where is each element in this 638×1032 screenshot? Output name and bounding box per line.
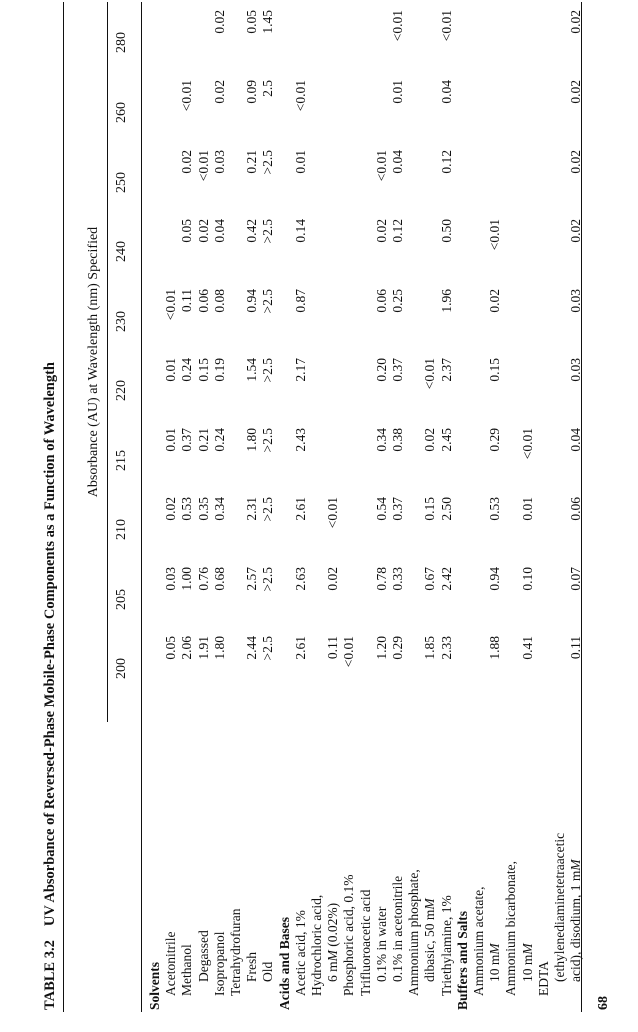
table-cell: <0.01	[163, 289, 179, 321]
row-label: 6 mM (0.02%)	[325, 902, 341, 982]
table-cell: 0.04	[568, 428, 584, 452]
table-cell: 0.78	[373, 567, 389, 591]
column-header: 280	[114, 32, 129, 53]
table-cell: 0.02	[568, 10, 584, 34]
table-cell: 0.53	[487, 497, 503, 521]
table-cell: 0.04	[438, 80, 454, 104]
table-row	[568, 0, 588, 1010]
table-cell: 0.01	[519, 497, 535, 521]
table-cell: 0.01	[292, 150, 308, 174]
table-cell: >2.5	[260, 219, 276, 244]
table-cell: 0.05	[163, 636, 179, 660]
column-header: 200	[114, 658, 129, 679]
table-cell: 0.06	[373, 289, 389, 313]
table-cell: >2.5	[260, 150, 276, 175]
table-cell: 0.68	[211, 567, 227, 591]
table-cell: <0.01	[373, 150, 389, 182]
table-cell: 0.20	[373, 358, 389, 382]
table-cell: 2.61	[292, 497, 308, 521]
table-cell: 0.24	[179, 358, 195, 382]
table-cell: 1.45	[260, 10, 276, 34]
table-cell: 2.42	[438, 567, 454, 591]
table-cell: 2.61	[292, 636, 308, 660]
table-cell: 2.43	[292, 428, 308, 452]
top-rule	[63, 2, 64, 1012]
row-label: Fresh	[244, 952, 260, 982]
table-cell: >2.5	[260, 497, 276, 522]
table-cell: 1.54	[244, 358, 260, 382]
table-cell: 0.53	[179, 497, 195, 521]
column-header: 215	[114, 450, 129, 471]
bottom-rule	[581, 2, 582, 1012]
table-cell: 0.02	[211, 10, 227, 34]
table-cell: >2.5	[260, 567, 276, 592]
table-cell: 0.29	[390, 636, 405, 660]
row-label: Ammonium acetate,	[471, 886, 486, 996]
table-cell: >2.5	[260, 636, 276, 661]
table-cell: 2.06	[179, 636, 195, 660]
table-cell: 0.94	[244, 289, 260, 313]
table-cell: <0.01	[519, 428, 535, 460]
table-cell: 0.25	[390, 289, 405, 313]
table-cell: 1.96	[438, 289, 454, 313]
table-cell: <0.01	[292, 80, 308, 112]
table-cell: 1.80	[211, 636, 227, 660]
table-cell: 0.02	[487, 289, 503, 313]
table-cell: 0.01	[163, 428, 179, 452]
table-cell: 0.02	[211, 80, 227, 104]
table-cell: 1.91	[195, 636, 211, 660]
row-label: acid), disodium, 1 mM	[568, 859, 584, 982]
table-cell: <0.01	[422, 358, 438, 390]
row-label: Ammonium bicarbonate,	[503, 861, 519, 996]
row-label: (ethylenediaminetetraacetic	[552, 832, 567, 982]
table-cell: 0.37	[179, 428, 195, 452]
row-label: Isopropanol	[211, 931, 227, 996]
table-cell: 0.12	[438, 150, 454, 174]
table-cell: <0.01	[390, 10, 405, 42]
table-cell: 0.15	[195, 358, 211, 382]
table-cell: 0.05	[179, 219, 195, 243]
row-label: Degassed	[195, 930, 211, 982]
table-cell: 0.02	[422, 428, 438, 452]
table-cell: >2.5	[260, 358, 276, 383]
table-cell: 0.38	[390, 428, 405, 452]
table-cell: 2.33	[438, 636, 454, 660]
table-cell: <0.01	[438, 10, 454, 42]
column-header: 240	[114, 241, 129, 262]
table-cell: 0.03	[211, 150, 227, 174]
table-cell: <0.01	[487, 219, 503, 251]
section-heading: Buffers and Salts	[454, 910, 470, 1010]
table-cell: 0.29	[487, 428, 503, 452]
table-cell: 0.06	[195, 289, 211, 313]
table-cell: 0.33	[390, 567, 405, 591]
table-title: UV Absorbance of Reversed-Phase Mobile-Phase Components as a Function of Wavelength	[42, 362, 58, 927]
row-label: dibasic, 50 mM	[422, 898, 438, 982]
row-label: Trifluoroacetic acid	[357, 889, 373, 996]
table-cell: 0.02	[568, 80, 584, 104]
table-cell: <0.01	[325, 497, 341, 529]
row-label: 10 mM	[487, 943, 503, 982]
table-cell: 0.03	[568, 358, 584, 382]
table-cell: 0.02	[325, 567, 341, 591]
table-cell: 1.20	[373, 636, 389, 660]
table-cell: 0.02	[195, 219, 211, 243]
table-cell: 0.15	[422, 497, 438, 521]
table-cell: 0.14	[292, 219, 308, 243]
table-cell: 0.19	[211, 358, 227, 382]
column-header: 210	[114, 519, 129, 540]
table-number: TABLE 3.2	[42, 940, 58, 1010]
table-cell: 0.15	[487, 358, 503, 382]
table-cell: 0.03	[568, 289, 584, 313]
table-caption	[42, 362, 59, 1010]
table-cell: 2.63	[292, 567, 308, 591]
table-cell: 0.01	[163, 358, 179, 382]
table-cell: 0.42	[244, 219, 260, 243]
table-cell: 2.31	[244, 497, 260, 521]
table-cell: 0.34	[373, 428, 389, 452]
column-header: 230	[114, 311, 129, 332]
table-cell: 0.11	[179, 289, 195, 313]
table-cell: 0.50	[438, 219, 454, 243]
header-rule	[141, 2, 142, 1012]
row-label: Ammonium phosphate,	[406, 869, 422, 996]
table-cell: <0.01	[341, 636, 357, 668]
table-cell: 2.17	[292, 358, 308, 382]
spanner-rule	[107, 2, 108, 722]
table-cell: 0.08	[211, 289, 227, 313]
row-label: Methanol	[179, 944, 195, 996]
table-cell: 0.04	[390, 150, 405, 174]
table-cell: 0.05	[244, 10, 260, 34]
table-cell: 0.06	[568, 497, 584, 521]
table-cell: 0.54	[373, 497, 389, 521]
table-cell: 0.37	[390, 358, 405, 382]
table-cell: 1.00	[179, 567, 195, 591]
row-label: EDTA	[535, 961, 551, 996]
table-cell: 0.03	[163, 567, 179, 591]
table-cell: 0.09	[244, 80, 260, 104]
table-cell: 0.01	[390, 80, 405, 104]
table-cell: 0.41	[519, 636, 535, 660]
table-cell: 0.34	[211, 497, 227, 521]
row-label: 0.1% in water	[373, 906, 389, 982]
table-cell: 0.76	[195, 567, 211, 591]
column-spanner-heading: Absorbance (AU) at Wavelength (nm) Specified	[86, 226, 101, 498]
table-cell: 2.50	[438, 497, 454, 521]
table-cell: 0.12	[390, 219, 405, 243]
table-cell: 2.37	[438, 358, 454, 382]
row-label: Phosphoric acid, 0.1%	[341, 874, 357, 996]
table-cell: 0.94	[487, 567, 503, 591]
table-cell: <0.01	[195, 150, 211, 182]
column-header: 250	[114, 172, 129, 193]
section-heading: Acids and Bases	[276, 916, 292, 1010]
table-cell: 1.80	[244, 428, 260, 452]
row-label: Acetonitrile	[163, 931, 179, 996]
table-cell: 0.24	[211, 428, 227, 452]
table-cell: 0.02	[568, 150, 584, 174]
row-label: 0.1% in acetonitrile	[390, 875, 405, 982]
table-cell: 1.88	[487, 636, 503, 660]
table-cell: 0.21	[195, 428, 211, 452]
row-label: Acetic acid, 1%	[292, 910, 308, 996]
page-number: 68	[596, 996, 611, 1010]
table-cell: 0.10	[519, 567, 535, 591]
table-cell: 0.37	[390, 497, 405, 521]
table-cell: 0.67	[422, 567, 438, 591]
table-cell: >2.5	[260, 289, 276, 314]
table-cell: <0.01	[179, 80, 195, 112]
column-header: 220	[114, 380, 129, 401]
row-label: Triethylamine, 1%	[438, 895, 454, 996]
table-cell: 0.04	[211, 219, 227, 243]
section-heading: Solvents	[147, 961, 162, 1010]
table-cell: 2.44	[244, 636, 260, 660]
row-label: Tetrahydrofuran	[228, 908, 243, 996]
table-cell: 0.02	[568, 219, 584, 243]
table-cell: 0.11	[325, 636, 341, 660]
table-cell: 0.02	[373, 219, 389, 243]
table-cell: 0.11	[568, 636, 584, 660]
table-cell: 0.35	[195, 497, 211, 521]
row-label: Old	[260, 961, 276, 982]
table-cell: 2.5	[260, 80, 276, 97]
table-cell: 0.02	[179, 150, 195, 174]
table-cell: 0.02	[163, 497, 179, 521]
table-cell: 2.45	[438, 428, 454, 452]
table-cell: 0.87	[292, 289, 308, 313]
row-label: Hydrochloric acid,	[309, 894, 324, 996]
column-header: 260	[114, 102, 129, 123]
row-label: 10 mM	[519, 943, 535, 982]
table-cell: 2.57	[244, 567, 260, 591]
table-cell: 0.07	[568, 567, 584, 591]
column-header: 205	[114, 589, 129, 610]
table-cell: 1.85	[422, 636, 438, 660]
table-cell: >2.5	[260, 428, 276, 453]
table-cell: 0.21	[244, 150, 260, 174]
